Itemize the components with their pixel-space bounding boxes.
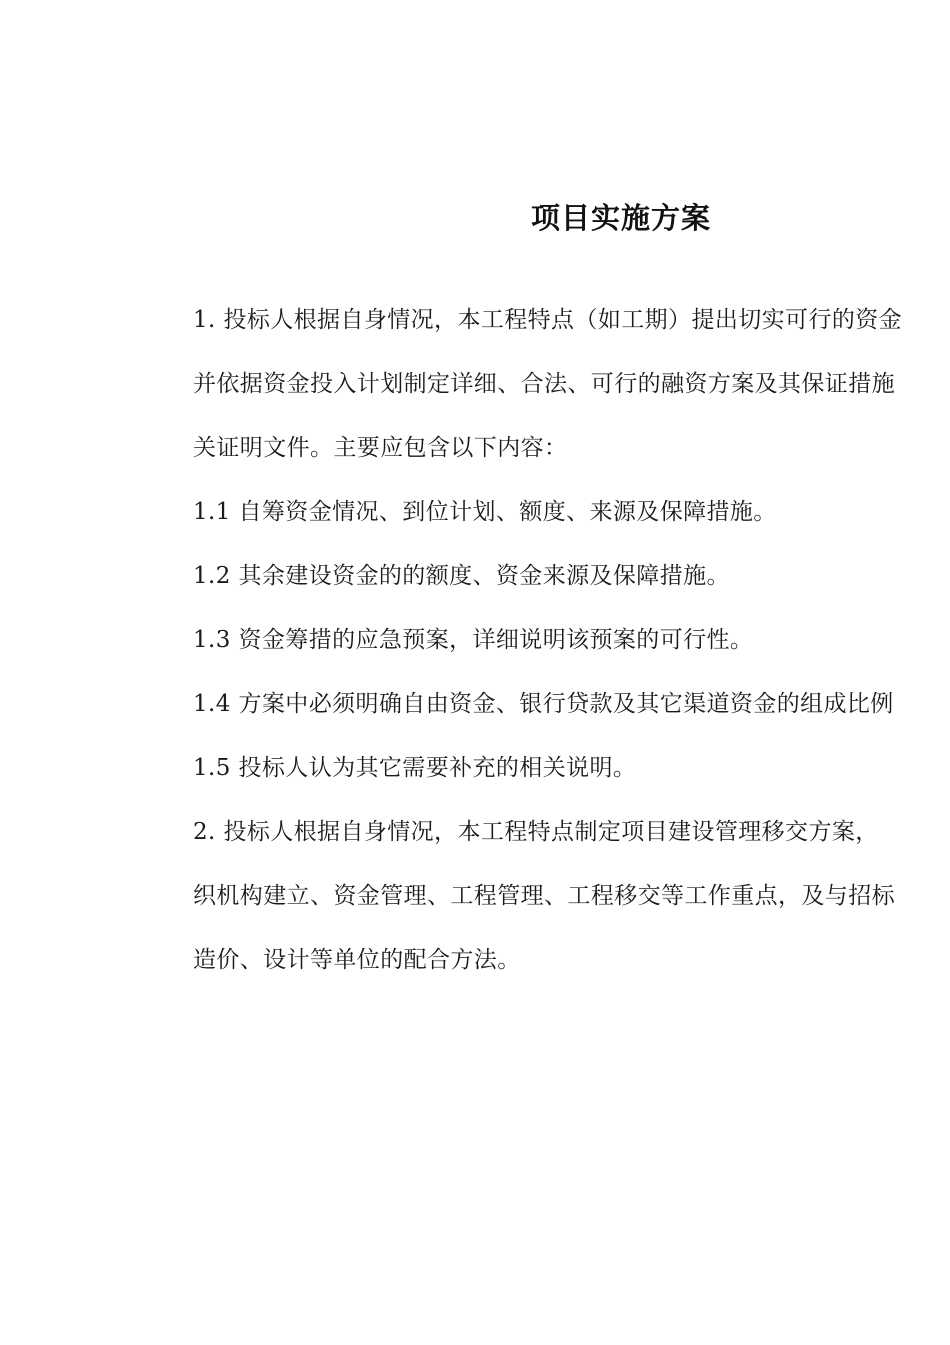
list-item: 1.1 自筹资金情况、到位计划、额度、来源及保障措施。 [193,499,777,525]
paragraph-line: 1. 投标人根据自身情况，本工程特点（如工期）提出切实可行的资金 [193,307,903,333]
document-title: 项目实施方案 [531,201,712,235]
paragraph-line: 织机构建立、资金管理、工程管理、工程移交等工作重点，及与招标 [193,883,895,909]
paragraph-line: 造价、设计等单位的配合方法。 [193,947,521,973]
list-item: 1.2 其余建设资金的的额度、资金来源及保障措施。 [193,563,730,589]
list-item: 1.4 方案中必须明确自由资金、银行贷款及其它渠道资金的组成比例 [193,691,894,717]
list-item: 1.5 投标人认为其它需要补充的相关说明。 [193,755,637,781]
paragraph-line: 并依据资金投入计划制定详细、合法、可行的融资方案及其保证措施 [193,371,895,397]
list-item: 1.3 资金筹措的应急预案，详细说明该预案的可行性。 [193,627,754,653]
paragraph-line: 2. 投标人根据自身情况，本工程特点制定项目建设管理移交方案， [193,819,879,845]
paragraph-line: 关证明文件。主要应包含以下内容： [193,435,568,461]
